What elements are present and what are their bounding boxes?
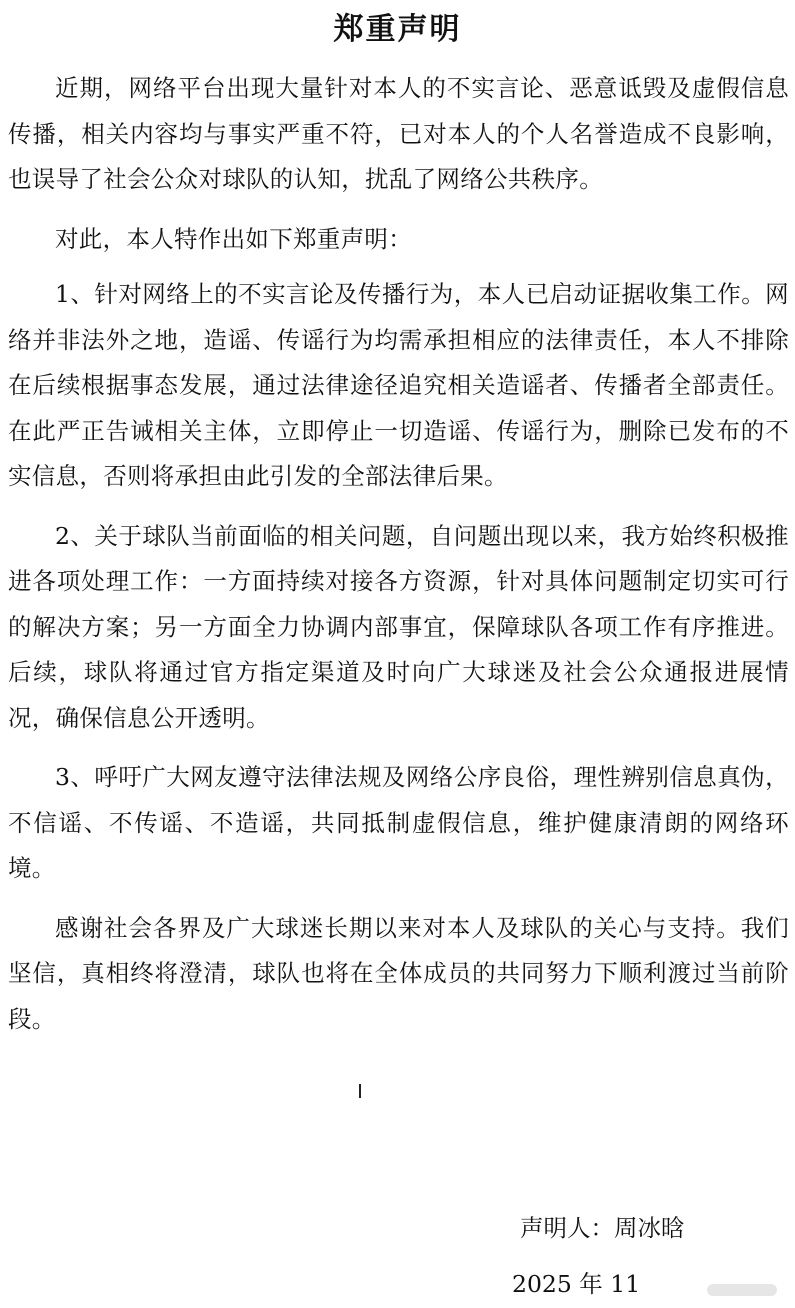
date-line: 2025 年 11 — [512, 1270, 641, 1298]
paragraph-closing: 感谢社会各界及广大球迷长期以来对本人及球队的关心与支持。我们坚信，真相终将澄清，球队也将在全体成员的共同努力下顺利渡过当前阶段。 — [8, 913, 789, 1033]
signature-line: 声明人：周冰晗 — [520, 1214, 685, 1242]
paragraph-point-3: 3、呼吁广大网友遵守法律法规及网络公序良俗，理性辨别信息真伪，不信谣、不传谣、不造谣，共同抵制虚假信息，维护健康清朗的网络环境。 — [8, 763, 789, 882]
document-body — [8, 66, 789, 1056]
paragraph-intro: 近期，网络平台出现大量针对本人的不实言论、恶意诋毁及虚假信息传播，相关内容均与事实严重不符，已对本人的个人名誉造成不良影响，也误导了社会公众对球队的认知，扰乱了网络公共秩序。 — [8, 74, 789, 193]
paragraph-point-1: 1、针对网络上的不实言论及传播行为，本人已启动证据收集工作。网络并非法外之地，造谣、传谣行为均需承担相应的法律责任，本人不排除在后续根据事态发展，通过法律途径追究相关造谣者、传播者全部责任。在此严正告诫相关主体，立即停止一切造谣、传谣行为，删除已发布的不实信息，否则将承担由此引发的全部法律后果。 — [8, 280, 789, 490]
watermark-overlay — [697, 1274, 789, 1304]
paragraph-point-2: 2、关于球队当前面临的相关问题，自问题出现以来，我方始终积极推进各项处理工作：一方面持续对接各方资源，针对具体问题制定切实可行的解决方案；另一方面全力协调内部事宜，保障球队各项工作有序推进。后续，球队将通过官方指定渠道及时向广大球迷及社会公众通报进展情况，确保信息公开透明。 — [8, 521, 789, 732]
document-title: 郑重声明 — [333, 12, 462, 47]
text-cursor-mark — [359, 1084, 361, 1098]
paragraph-declaration-lead: 对此，本人特作出如下郑重声明： — [55, 224, 412, 253]
watermark-logo-icon — [707, 1284, 777, 1296]
